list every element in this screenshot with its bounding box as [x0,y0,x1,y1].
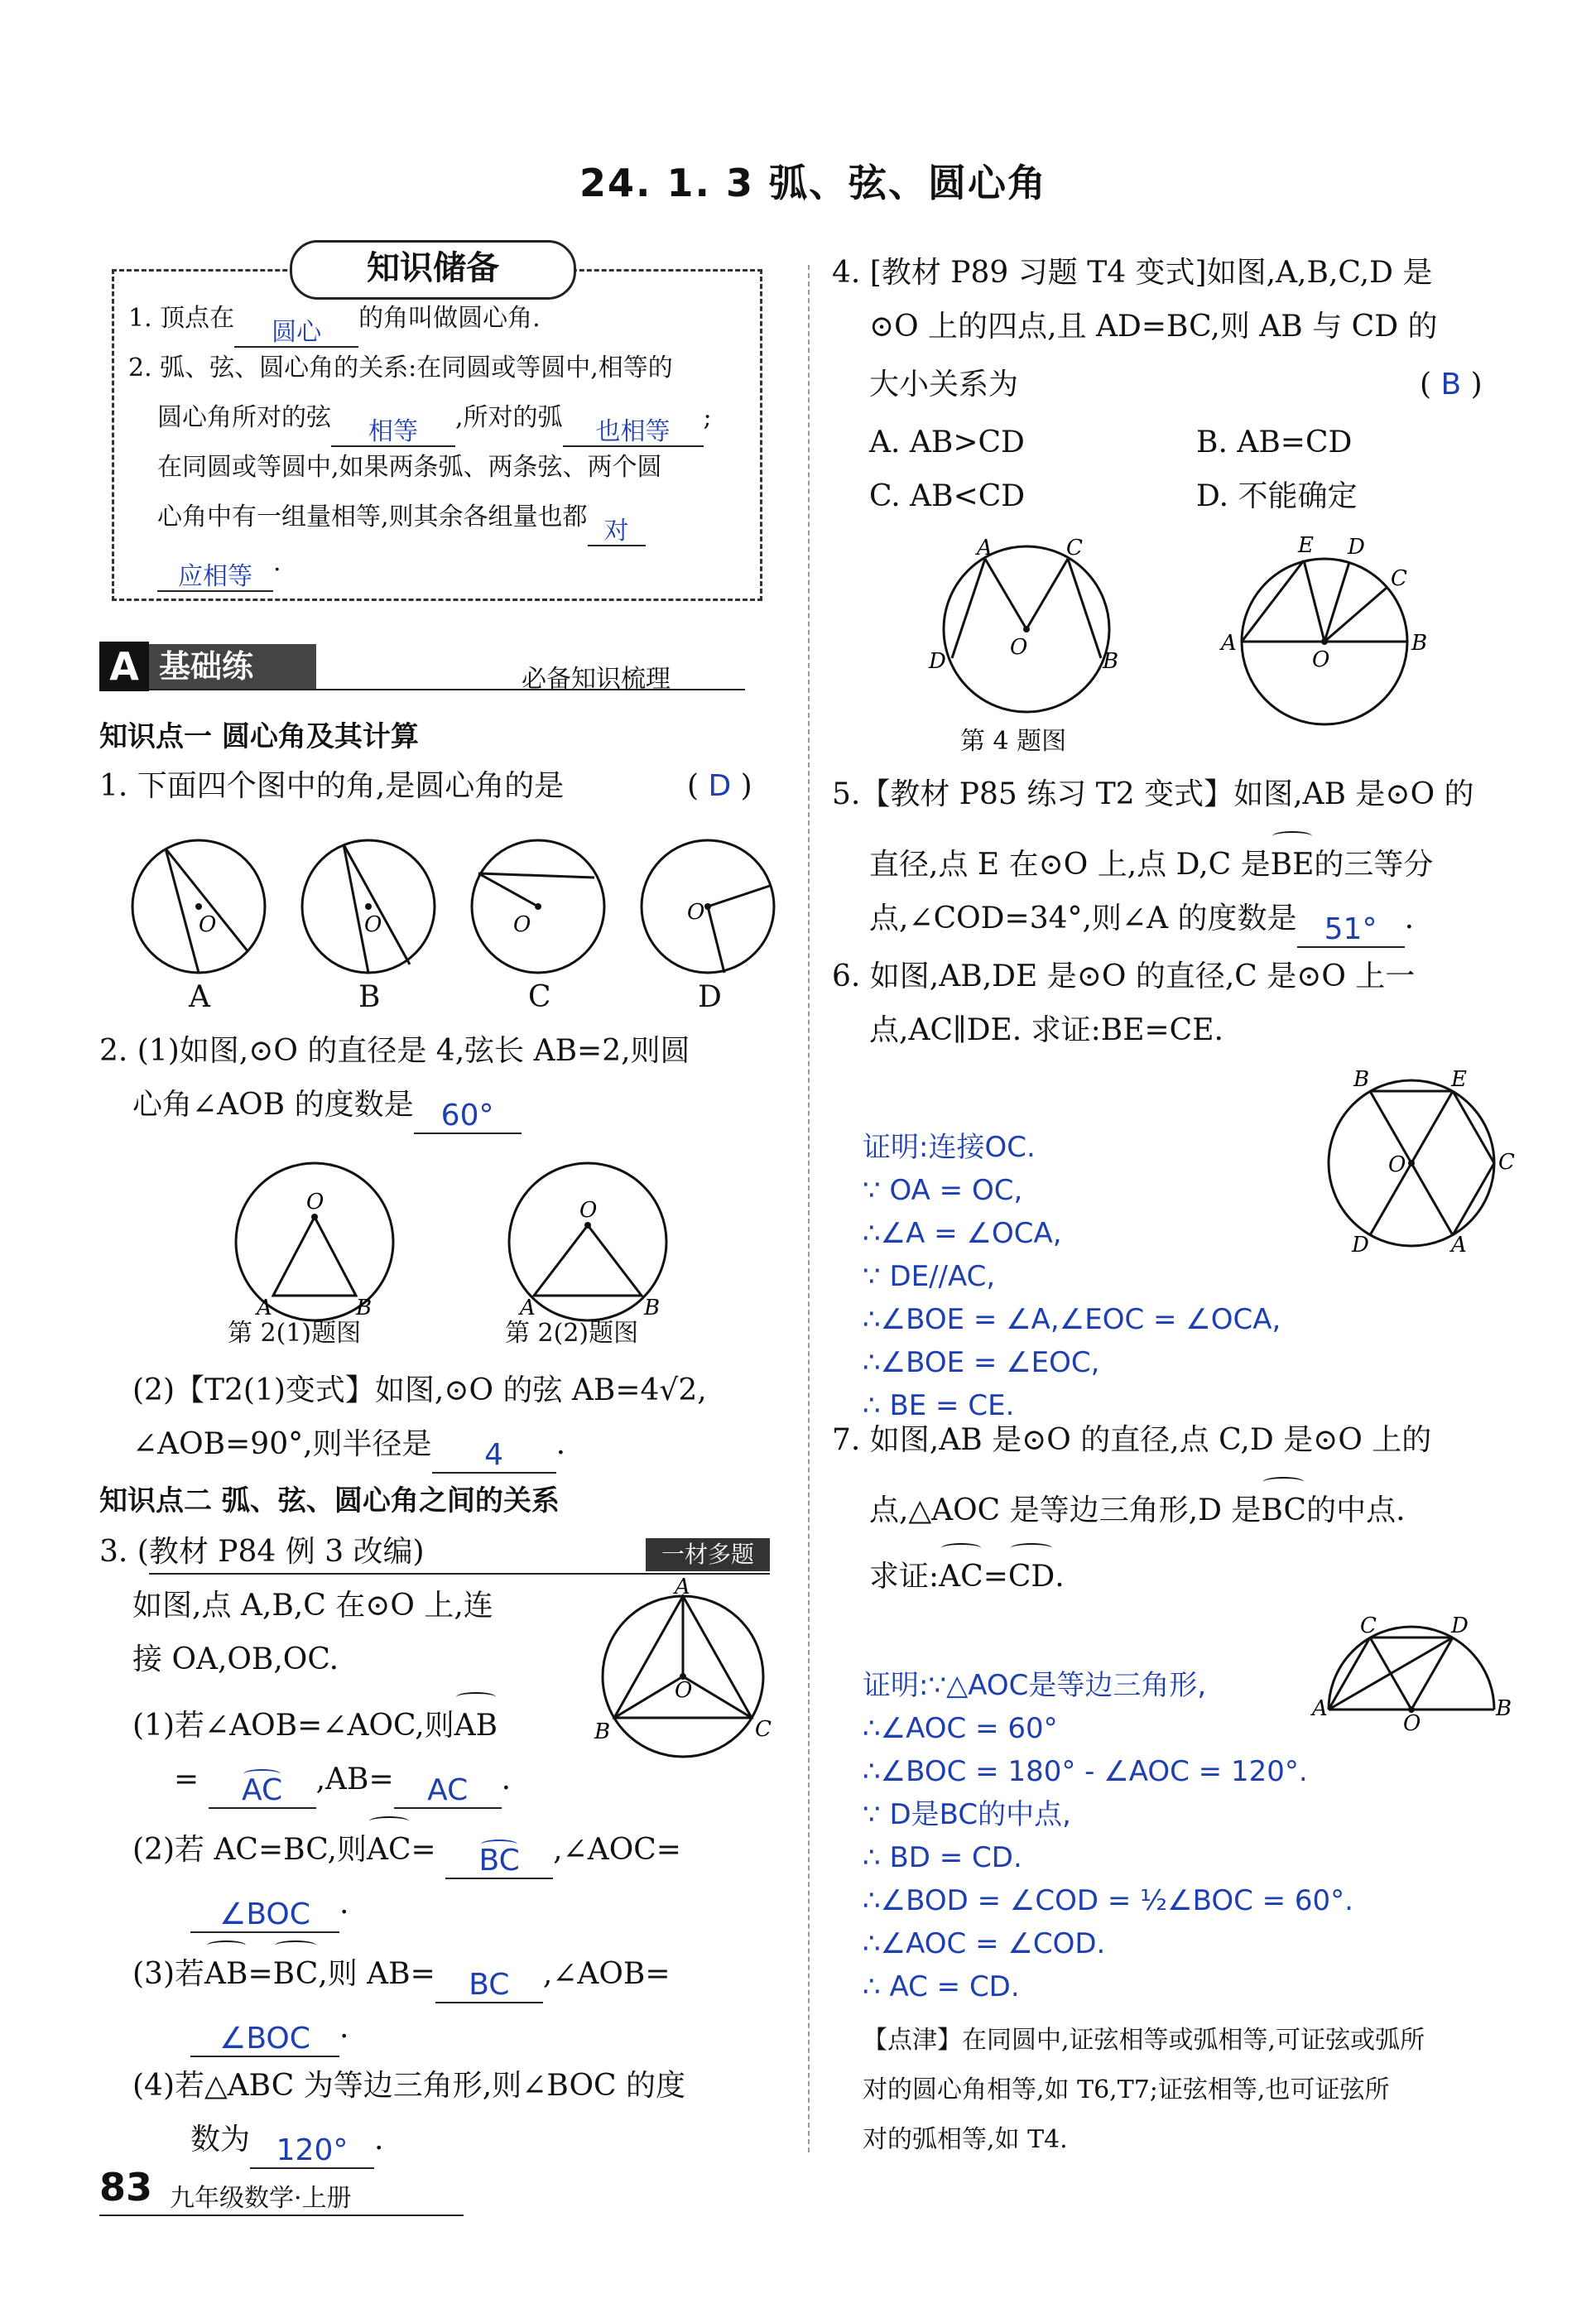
blank-item2b: 也相等 [563,418,704,447]
q6-proof-line: ∵ DE//AC, [863,1260,996,1293]
q1-figure-c [472,840,604,973]
svg-text:E: E [1298,533,1314,558]
q3-part1-line1: (1)若∠AOB=∠AOC,则AB [132,1697,498,1755]
svg-text:O: O [675,1678,693,1703]
svg-text:D: D [1348,535,1365,560]
svg-text:O: O [513,912,531,937]
svg-text:B: B [644,1296,661,1320]
q2-line2: 心角∠AOB 的度数是 60° [132,1076,522,1134]
q1-figures [116,828,778,1018]
q6-proof [863,1126,1281,1427]
svg-text:B: B [356,1296,373,1320]
knowledge-item-2-line2: 圆心角所对的弦 相等 ,所对的弧 也相等 ; [157,403,712,446]
svg-text:O: O [579,1198,598,1223]
q2-figures [215,1176,679,1320]
q7-proof-line: 证明:∵△AOC是等边三角形, [863,1669,1207,1702]
q5-answer: 51° [1297,913,1405,948]
svg-text:O: O [364,912,382,937]
q7-proof-line: ∴∠AOC = 60° [863,1712,1058,1745]
q3-part3-line2: ∠BOC . [190,1999,349,2057]
q7-line1: 7. 如图,AB 是⊙O 的直径,点 C,D 是⊙O 上的 [832,1423,1432,1457]
q7-line2: 点,△AOC 是等边三角形,D 是BC的中点. [869,1482,1406,1540]
q6-proof-line: 证明:连接OC. [863,1131,1036,1164]
q4-option-c: C. AB<CD [869,479,1026,513]
column-divider [808,265,810,2152]
svg-text:O: O [1312,647,1330,672]
svg-text:A: A [1312,1696,1328,1721]
q3-p2-answer-1: BC [478,1844,520,1878]
svg-text:C: C [1066,536,1083,560]
q6-proof-line: ∴∠BOE = ∠EOC, [863,1346,1100,1379]
q4-line1: 4. [教材 P89 习题 T4 变式]如图,A,B,C,D 是 [832,256,1433,290]
blank-item1: 圆心 [234,319,358,348]
q3-part4-line1: (4)若△ABC 为等边三角形,则∠BOC 的度 [132,2069,686,2103]
q2-answer-2: 4 [432,1439,556,1474]
q7-proof-line: ∴∠AOC = ∠COD. [863,1927,1106,1960]
q7-proof-line: ∴ AC = CD. [863,1970,1020,2003]
q2-line1: 2. (1)如图,⊙O 的直径是 4,弦长 AB=2,则圆 [99,1034,690,1068]
svg-text:A: A [1451,1233,1467,1258]
q1-text: 1. 下面四个图中的角,是圆心角的是 [99,769,565,803]
svg-text:D: D [1352,1233,1369,1258]
q4-answer-bracket: ( B ) [1420,368,1483,402]
q5-line3: 点,∠COD=34°,则∠A 的度数是 51° . [869,902,1415,947]
svg-text:O: O [1010,635,1028,660]
q1-figure-d [642,840,774,973]
svg-text:O: O [1388,1152,1406,1177]
q6-proof-line: ∴∠BOE = ∠A,∠EOC = ∠OCA, [863,1303,1281,1336]
q4-answer: B [1440,368,1462,402]
note-line: 对的圆心角相等,如 T6,T7;证弦相等,也可证弦所 [863,2075,1390,2104]
q6-proof-line: ∵ OA = OC, [863,1174,1023,1207]
q7-proof-line: ∴ BD = CD. [863,1841,1022,1874]
q3-part3-line1: (3)若AB=BC,则 AB= BC ,∠AOB= [132,1945,671,2003]
q5-figure [1219,533,1427,724]
svg-text:C: C [1391,566,1407,591]
q7-proof-line: ∴∠BOC = 180° - ∠AOC = 120°. [863,1755,1308,1788]
q2-line3: (2)【T2(1)变式】如图,⊙O 的弦 AB=4√2, [132,1373,707,1407]
q6-proof-line: ∴∠A = ∠OCA, [863,1217,1062,1250]
q4-q5-figures [919,534,1515,724]
q7-proof-line: ∵ D是BC的中点, [863,1798,1071,1831]
q1-option-d: D [698,980,722,1014]
svg-text:B: B [1496,1696,1512,1721]
q1-figure-a [132,840,265,973]
svg-text:B: B [594,1719,611,1744]
section-a-badge: A [99,642,149,691]
q3-p1-answer-2: AC [394,1774,502,1809]
q5-line2: 直径,点 E 在⊙O 上,点 D,C 是BE的三等分 [869,836,1433,894]
svg-text:A: A [520,1296,536,1320]
knowledge-point-2: 知识点二 弧、弦、圆心角之间的关系 [99,1484,560,1517]
q3-line1: 如图,点 A,B,C 在⊙O 上,连 [132,1589,493,1623]
page-title: 24. 1. 3 弧、弦、圆心角 [579,161,1048,205]
q7-line3: 求证:AC=CD. [869,1548,1065,1606]
q1-answer: D [708,769,732,803]
q2-answer-1: 60° [414,1099,522,1134]
svg-text:O: O [199,912,217,937]
q6-line1: 6. 如图,AB,DE 是⊙O 的直径,C 是⊙O 上一 [832,959,1416,993]
svg-text:A: A [675,1575,690,1599]
q7-proof [863,1664,1353,2008]
note-line: 【点津】在同圆中,证弦相等或弧相等,可证弦或弧所 [863,2026,1425,2055]
svg-text:D: D [1451,1613,1469,1638]
svg-text:C: C [755,1717,772,1742]
svg-text:B: B [1103,649,1119,674]
q2-line4: ∠AOB=90°,则半径是 4 . [132,1427,566,1473]
q4-option-a: A. AB>CD [869,426,1025,459]
q3-p3-answer-2: ∠BOC [190,2022,339,2057]
q3-line2: 接 OA,OB,OC. [132,1642,339,1676]
knowledge-item-2-line3: 在同圆或等圆中,如果两条弧、两条弦、两个圆 [157,453,662,482]
svg-text:C: C [1498,1150,1515,1175]
knowledge-item-2-line5: 应相等 . [157,534,281,592]
footer-rule [99,2215,464,2216]
q1-figure-b [302,840,435,973]
q5-line1: 5.【教材 P85 练习 T2 变式】如图,AB 是⊙O 的 [832,777,1474,811]
page-number: 83 [99,2165,153,2210]
q3-part2-line2: ∠BOC . [190,1875,349,1933]
q3-p2-answer-2: ∠BOC [190,1898,339,1933]
q4-option-b: B. AB=CD [1196,426,1353,459]
q3-part4-line2: 数为 120° . [190,2123,384,2168]
svg-text:B: B [1353,1067,1370,1092]
knowledge-point-1: 知识点一 圆心角及其计算 [99,720,419,753]
q4-line2: ⊙O 上的四点,且 AD=BC,则 AB 与 CD 的 [869,310,1438,344]
q3-p4-answer: 120° [250,2134,374,2169]
q6-proof-line: ∴ BE = CE. [863,1389,1015,1422]
svg-text:A: A [257,1296,272,1320]
svg-text:B: B [1411,631,1428,656]
q1-option-c: C [528,980,551,1014]
q3-part2-line1: (2)若 AC=BC,则AC= BC ,∠AOC= [132,1821,681,1879]
q4-option-d: D. 不能确定 [1196,479,1358,513]
q2-figure-1 [236,1163,393,1320]
svg-text:A: A [977,536,993,560]
q3-p1-answer-1: AC [242,1773,283,1808]
q1-option-a: A [189,980,210,1014]
q6-line2: 点,AC∥DE. 求证:BE=CE. [869,1013,1223,1047]
blank-item2a: 相等 [331,418,455,447]
book-title: 九年级数学·上册 [170,2184,352,2213]
q3-part1-line2: = AC ,AB= AC . [174,1763,512,1808]
blank-item3a: 对 [588,517,646,546]
q2-caption-1: 第 2(1)题图 [228,1319,362,1348]
knowledge-item-1: 1. 顶点在 圆心 的角叫做圆心角. [128,304,541,347]
q1-answer-bracket: ( D ) [687,769,752,803]
q4-caption: 第 4 题图 [960,727,1067,756]
q4-line3: 大小关系为 [869,368,1019,402]
q4-figure [928,536,1118,712]
q3-p3-answer-1: BC [435,1969,543,2003]
section-a-right-label: 必备知识梳理 [522,665,671,694]
q1-option-b: B [358,980,381,1014]
svg-text:O: O [1403,1711,1421,1736]
note-line: 对的弧相等,如 T4. [863,2125,1068,2154]
knowledge-item-2-line1: 2. 弧、弦、圆心角的关系:在同圆或等圆中,相等的 [128,353,673,382]
knowledge-item-2-line4: 心角中有一组量相等,则其余各组量也都 对 [157,488,646,546]
svg-text:O: O [306,1190,324,1214]
note-block [863,2016,1425,2165]
q6-figure [1312,1067,1515,1258]
blank-item3b: 应相等 [157,563,273,592]
q3-figure [588,1575,778,1767]
section-a-label: 基础练 [149,644,316,689]
q3-tag: 一材多题 [646,1538,770,1571]
svg-text:E: E [1451,1067,1467,1092]
q7-proof-line: ∴∠BOD = ∠COD = ½∠BOC = 60°. [863,1884,1353,1917]
q2-caption-2: 第 2(2)题图 [505,1319,639,1348]
knowledge-box-header: 知识储备 [290,240,576,300]
svg-text:O: O [687,900,705,925]
q2-figure-2 [509,1163,666,1320]
q3-head: 3. (教材 P84 例 3 改编) [99,1535,425,1569]
svg-text:C: C [1360,1613,1377,1638]
svg-text:D: D [929,649,946,674]
svg-text:A: A [1221,631,1237,656]
